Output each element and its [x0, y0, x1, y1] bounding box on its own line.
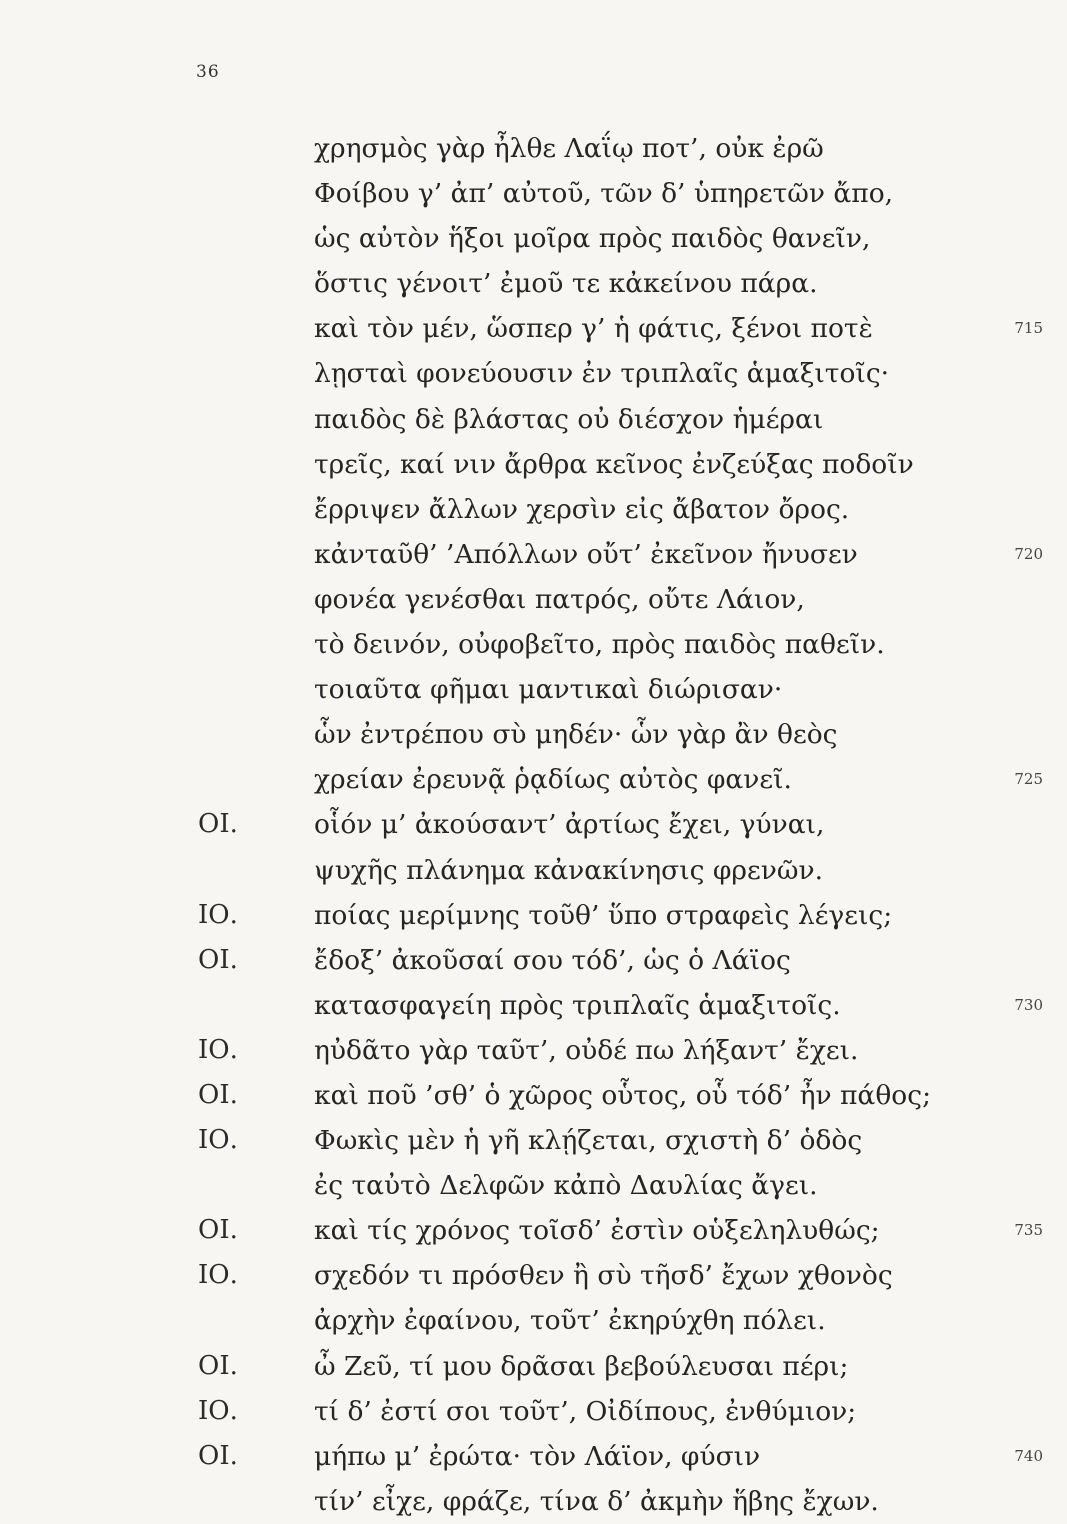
- verse-text: Φωκὶς μὲν ἡ γῆ κλῄζεται, σχιστὴ δ’ ὁδὸς: [314, 1125, 863, 1157]
- verse-line: [0, 1163, 1067, 1208]
- verse-line: [0, 306, 1067, 351]
- verse-text: ποίας μερίμνης τοῦθ’ ὕπο στραφεὶς λέγεις;: [314, 899, 893, 931]
- line-number: 725: [1014, 770, 1043, 789]
- verse-line: [0, 216, 1067, 261]
- verse-text: ἀρχὴν ἐφαίνου, τοῦτ’ ἐκηρύχθη πόλει.: [314, 1305, 826, 1337]
- speaker-label: ΙΟ.: [198, 1034, 238, 1065]
- speaker-label: ΟΙ.: [198, 809, 238, 840]
- verse-line: [0, 577, 1067, 622]
- verse-text: παιδὸς δὲ βλάστας οὐ διέσχον ἡμέραι: [314, 403, 824, 435]
- speaker-label: ΟΙ.: [198, 1215, 238, 1246]
- verse-text: τί δ’ ἐστί σοι τοῦτ’, Οἰδίπους, ἐνθύμιον;: [314, 1395, 857, 1427]
- page-number: 36: [196, 62, 220, 82]
- verse-text: καὶ ποῦ ’σθ’ ὁ χῶρος οὗτος, οὗ τόδ’ ἦν πάθος;: [314, 1079, 932, 1111]
- verse-text: ὡς αὐτὸν ἥξοι μοῖρα πρὸς παιδὸς θανεῖν,: [314, 223, 871, 255]
- verse-text: ὅστις γένοιτ’ ἐμοῦ τε κἀκείνου πάρα.: [314, 268, 818, 300]
- verse-text: τοιαῦτα φῆμαι μαντικαὶ διώρισαν·: [314, 674, 783, 706]
- verse-line: [0, 1028, 1067, 1073]
- verse-text: τὸ δεινόν, οὐφοβεῖτο, πρὸς παιδὸς παθεῖν.: [314, 629, 885, 661]
- verse-line: [0, 532, 1067, 577]
- verse-text: χρησμὸς γὰρ ἦλθε Λαΐῳ ποτ’, οὐκ ἐρῶ: [314, 133, 824, 164]
- speaker-label: ΟΙ.: [198, 1350, 238, 1381]
- speaker-label: ΙΟ.: [198, 1125, 238, 1156]
- verse-line: [0, 938, 1067, 983]
- verse-text: φονέα γενέσθαι πατρός, οὔτε Λάιον,: [314, 583, 805, 615]
- verse-block: [0, 126, 1067, 1524]
- verse-line: [0, 1118, 1067, 1163]
- verse-line: [0, 1208, 1067, 1253]
- verse-text: σχεδόν τι πρόσθεν ἢ σὺ τῆσδ’ ἔχων χθονὸς: [314, 1260, 893, 1292]
- verse-text: τίν’ εἶχε, φράζε, τίνα δ’ ἀκμὴν ἥβης ἔχων.: [314, 1485, 879, 1517]
- verse-text: οἷόν μ’ ἀκούσαντ’ ἀρτίως ἔχει, γύναι,: [314, 809, 825, 841]
- verse-line: [0, 261, 1067, 306]
- verse-line: [0, 1253, 1067, 1298]
- verse-line: [0, 1073, 1067, 1118]
- speaker-label: ΙΟ.: [198, 1395, 238, 1426]
- verse-text: ἔρριψεν ἄλλων χερσὶν εἰς ἄβατον ὄρος.: [314, 493, 850, 525]
- verse-text: κἀνταῦθ’ ’Απόλλων οὔτ’ ἐκεῖνον ἤνυσεν: [314, 538, 858, 570]
- verse-line: [0, 1344, 1067, 1389]
- verse-line: [0, 1389, 1067, 1434]
- verse-line: [0, 1434, 1067, 1479]
- verse-line: [0, 126, 1067, 171]
- verse-text: κατασφαγείη πρὸς τριπλαῖς ἁμαξιτοῖς.: [314, 989, 841, 1021]
- verse-text: ηὐδᾶτο γὰρ ταῦτ’, οὐδέ πω λήξαντ’ ἔχει.: [314, 1034, 859, 1066]
- line-number: 715: [1014, 319, 1043, 338]
- verse-line: [0, 397, 1067, 442]
- verse-line: [0, 848, 1067, 893]
- line-number: 735: [1014, 1221, 1043, 1240]
- verse-line: [0, 712, 1067, 757]
- verse-line: [0, 622, 1067, 667]
- line-number: 720: [1014, 544, 1043, 563]
- verse-line: [0, 757, 1067, 802]
- verse-text: μήπω μ’ ἐρώτα· τὸν Λάϊον, φύσιν: [314, 1440, 761, 1472]
- speaker-label: ΟΙ.: [198, 1440, 238, 1471]
- verse-line: [0, 667, 1067, 712]
- verse-line: [0, 487, 1067, 532]
- verse-text: καὶ τὸν μέν, ὥσπερ γ’ ἡ φάτις, ξένοι ποτὲ: [314, 313, 873, 345]
- verse-text: ὦ Ζεῦ, τί μου δρᾶσαι βεβούλευσαι πέρι;: [314, 1350, 849, 1382]
- verse-text: ψυχῆς πλάνημα κἀνακίνησις φρενῶν.: [314, 854, 823, 886]
- verse-text: ἐς ταὐτὸ Δελφῶν κἀπὸ Δαυλίας ἄγει.: [314, 1170, 818, 1202]
- verse-line: [0, 1479, 1067, 1524]
- verse-text: καὶ τίς χρόνος τοῖσδ’ ἐστὶν οὑξεληλυθώς;: [314, 1215, 880, 1247]
- verse-line: [0, 983, 1067, 1028]
- verse-line: [0, 893, 1067, 938]
- verse-text: ἔδοξ’ ἀκοῦσαί σου τόδ’, ὡς ὁ Λάϊος: [314, 944, 791, 976]
- speaker-label: ΟΙ.: [198, 944, 238, 975]
- speaker-label: ΟΙ.: [198, 1079, 238, 1110]
- verse-line: [0, 1298, 1067, 1343]
- verse-text: χρείαν ἐρευνᾷ ῥᾳδίως αὐτὸς φανεῖ.: [314, 764, 792, 796]
- verse-text: λῃσταὶ φονεύουσιν ἐν τριπλαῖς ἁμαξιτοῖς·: [314, 358, 890, 390]
- speaker-label: ΙΟ.: [198, 899, 238, 930]
- verse-text: τρεῖς, καί νιν ἄρθρα κεῖνος ἐνζεύξας ποδοῖν: [314, 448, 914, 480]
- verse-line: [0, 442, 1067, 487]
- verse-line: [0, 171, 1067, 216]
- line-number: 730: [1014, 995, 1043, 1014]
- verse-line: [0, 351, 1067, 396]
- verse-text: ὧν ἐντρέπου σὺ μηδέν· ὧν γὰρ ἂν θεὸς: [314, 719, 838, 751]
- verse-text: Φοίβου γ’ ἀπ’ αὐτοῦ, τῶν δ’ ὑπηρετῶν ἄπο,: [314, 178, 894, 210]
- line-number: 740: [1014, 1446, 1043, 1465]
- verse-line: [0, 802, 1067, 847]
- speaker-label: ΙΟ.: [198, 1260, 238, 1291]
